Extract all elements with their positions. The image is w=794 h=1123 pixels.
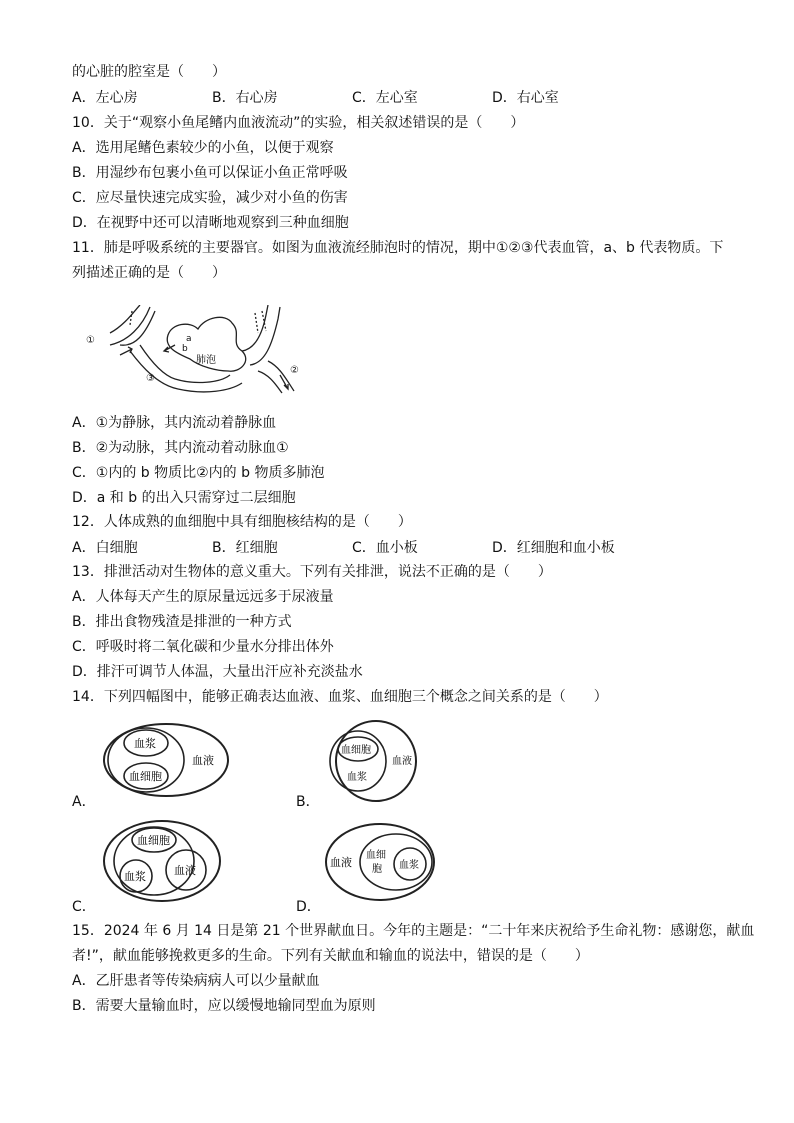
vessel-2 [242, 305, 280, 365]
q15-stem-line2: 者!”，献血能够挽救更多的生命。下列有关献血和输血的说法中，错误的是（ ） [72, 948, 589, 964]
label-b: b [182, 344, 188, 354]
diagram-a-top: 血浆 [134, 737, 156, 750]
alveolus-diagram [80, 305, 320, 395]
q10-option-a: A．选用尾鳍色素较少的小鱼，以便于观察 [72, 140, 334, 156]
q14-option-d: D． [296, 899, 321, 915]
vessel-1 [110, 305, 155, 345]
q12-option-c: C．血小板 [352, 540, 418, 556]
q14-option-a: A． [72, 794, 96, 810]
diagram-c [100, 818, 224, 904]
q12-stem: 12．人体成熟的血细胞中具有细胞核结构的是（ ） [72, 514, 412, 530]
diagram-a [100, 720, 232, 800]
q13-option-c: C．呼吸时将二氧化碳和少量水分排出体外 [72, 639, 334, 655]
diagram-b-bottom: 血浆 [347, 772, 367, 783]
q10-option-b: B．用湿纱布包裹小鱼可以保证小鱼正常呼吸 [72, 165, 348, 181]
q9-option-b: B．右心房 [212, 90, 278, 106]
diagram-d-middle-line2: 胞 [372, 864, 382, 875]
label-2: ② [290, 365, 299, 376]
q14-option-b: B． [296, 794, 320, 810]
q11-stem-line2: 列描述正确的是（ ） [72, 265, 226, 281]
label-1: ① [86, 335, 95, 346]
q11-option-d: D．a 和 b 的出入只需穿过二层细胞 [72, 490, 296, 506]
q11-option-a: A．①为静脉，其内流动着静脉血 [72, 415, 277, 431]
diagram-c-left: 血浆 [124, 870, 146, 883]
q12-option-b: B．红细胞 [212, 540, 278, 556]
label-a: a [186, 334, 192, 344]
q15-option-b: B．需要大量输血时，应以缓慢地输同型血为原则 [72, 998, 376, 1014]
diagram-d [322, 820, 438, 904]
q14-option-c: C． [72, 899, 96, 915]
diagram-b-top: 血细胞 [341, 745, 371, 756]
q15-option-a: A．乙肝患者等传染病病人可以少量献血 [72, 973, 320, 989]
q11-option-c: C．①内的 b 物质比②内的 b 物质多肺泡 [72, 465, 325, 481]
q13-option-a: A．人体每天产生的原尿量远远多于尿液量 [72, 589, 334, 605]
q9-option-a: A．左心房 [72, 90, 138, 106]
diagram-d-middle-line1: 血细 [366, 850, 386, 861]
q14-stem: 14．下列四幅图中，能够正确表达血液、血浆、血细胞三个概念之间关系的是（ ） [72, 689, 608, 705]
diagram-c-right: 血液 [174, 864, 196, 877]
q13-option-d: D．排汗可调节人体温，大量出汗应补充淡盐水 [72, 664, 363, 680]
q13-option-b: B．排出食物残渣是排泄的一种方式 [72, 614, 292, 630]
q9-option-d: D．右心室 [492, 90, 559, 106]
diagram-a-outer: 血液 [192, 754, 214, 767]
diagram-d-inner: 血浆 [399, 860, 419, 871]
q9-option-c: C．左心室 [352, 90, 418, 106]
diagram-a-bottom: 血细胞 [129, 770, 162, 783]
diagram-b-outer: 血液 [392, 756, 412, 767]
q13-stem: 13．排泄活动对生物体的意义重大。下列有关排泄，说法不正确的是（ ） [72, 564, 552, 580]
q9-stem-tail: 的心脏的腔室是（ ） [72, 64, 226, 80]
q10-option-c: C．应尽量快速完成实验，减少对小鱼的伤害 [72, 190, 348, 206]
q11-option-b: B．②为动脉，其内流动着动脉血① [72, 440, 289, 456]
label-alveolus: 肺泡 [196, 355, 216, 366]
q10-option-d: D．在视野中还可以清晰地观察到三种血细胞 [72, 215, 349, 231]
diagram-d-outer: 血液 [330, 856, 352, 869]
q11-stem-line1: 11．肺是呼吸系统的主要器官。如图为血液流经肺泡时的情况，期中①②③代表血管，a、b 代表物质。下 [72, 240, 724, 256]
q10-stem: 10．关于“观察小鱼尾鳍内血液流动”的实验，相关叙述错误的是（ ） [72, 115, 525, 131]
label-3: ③ [146, 373, 155, 384]
diagram-c-top: 血细胞 [137, 834, 170, 847]
q12-option-a: A．白细胞 [72, 540, 138, 556]
q12-option-d: D．红细胞和血小板 [492, 540, 615, 556]
q15-stem-line1: 15．2024 年 6 月 14 日是第 21 个世界献血日。今年的主题是：“二十年来庆祝给予生命礼物：感谢您，献血 [72, 923, 755, 939]
diagram-b [320, 718, 432, 804]
